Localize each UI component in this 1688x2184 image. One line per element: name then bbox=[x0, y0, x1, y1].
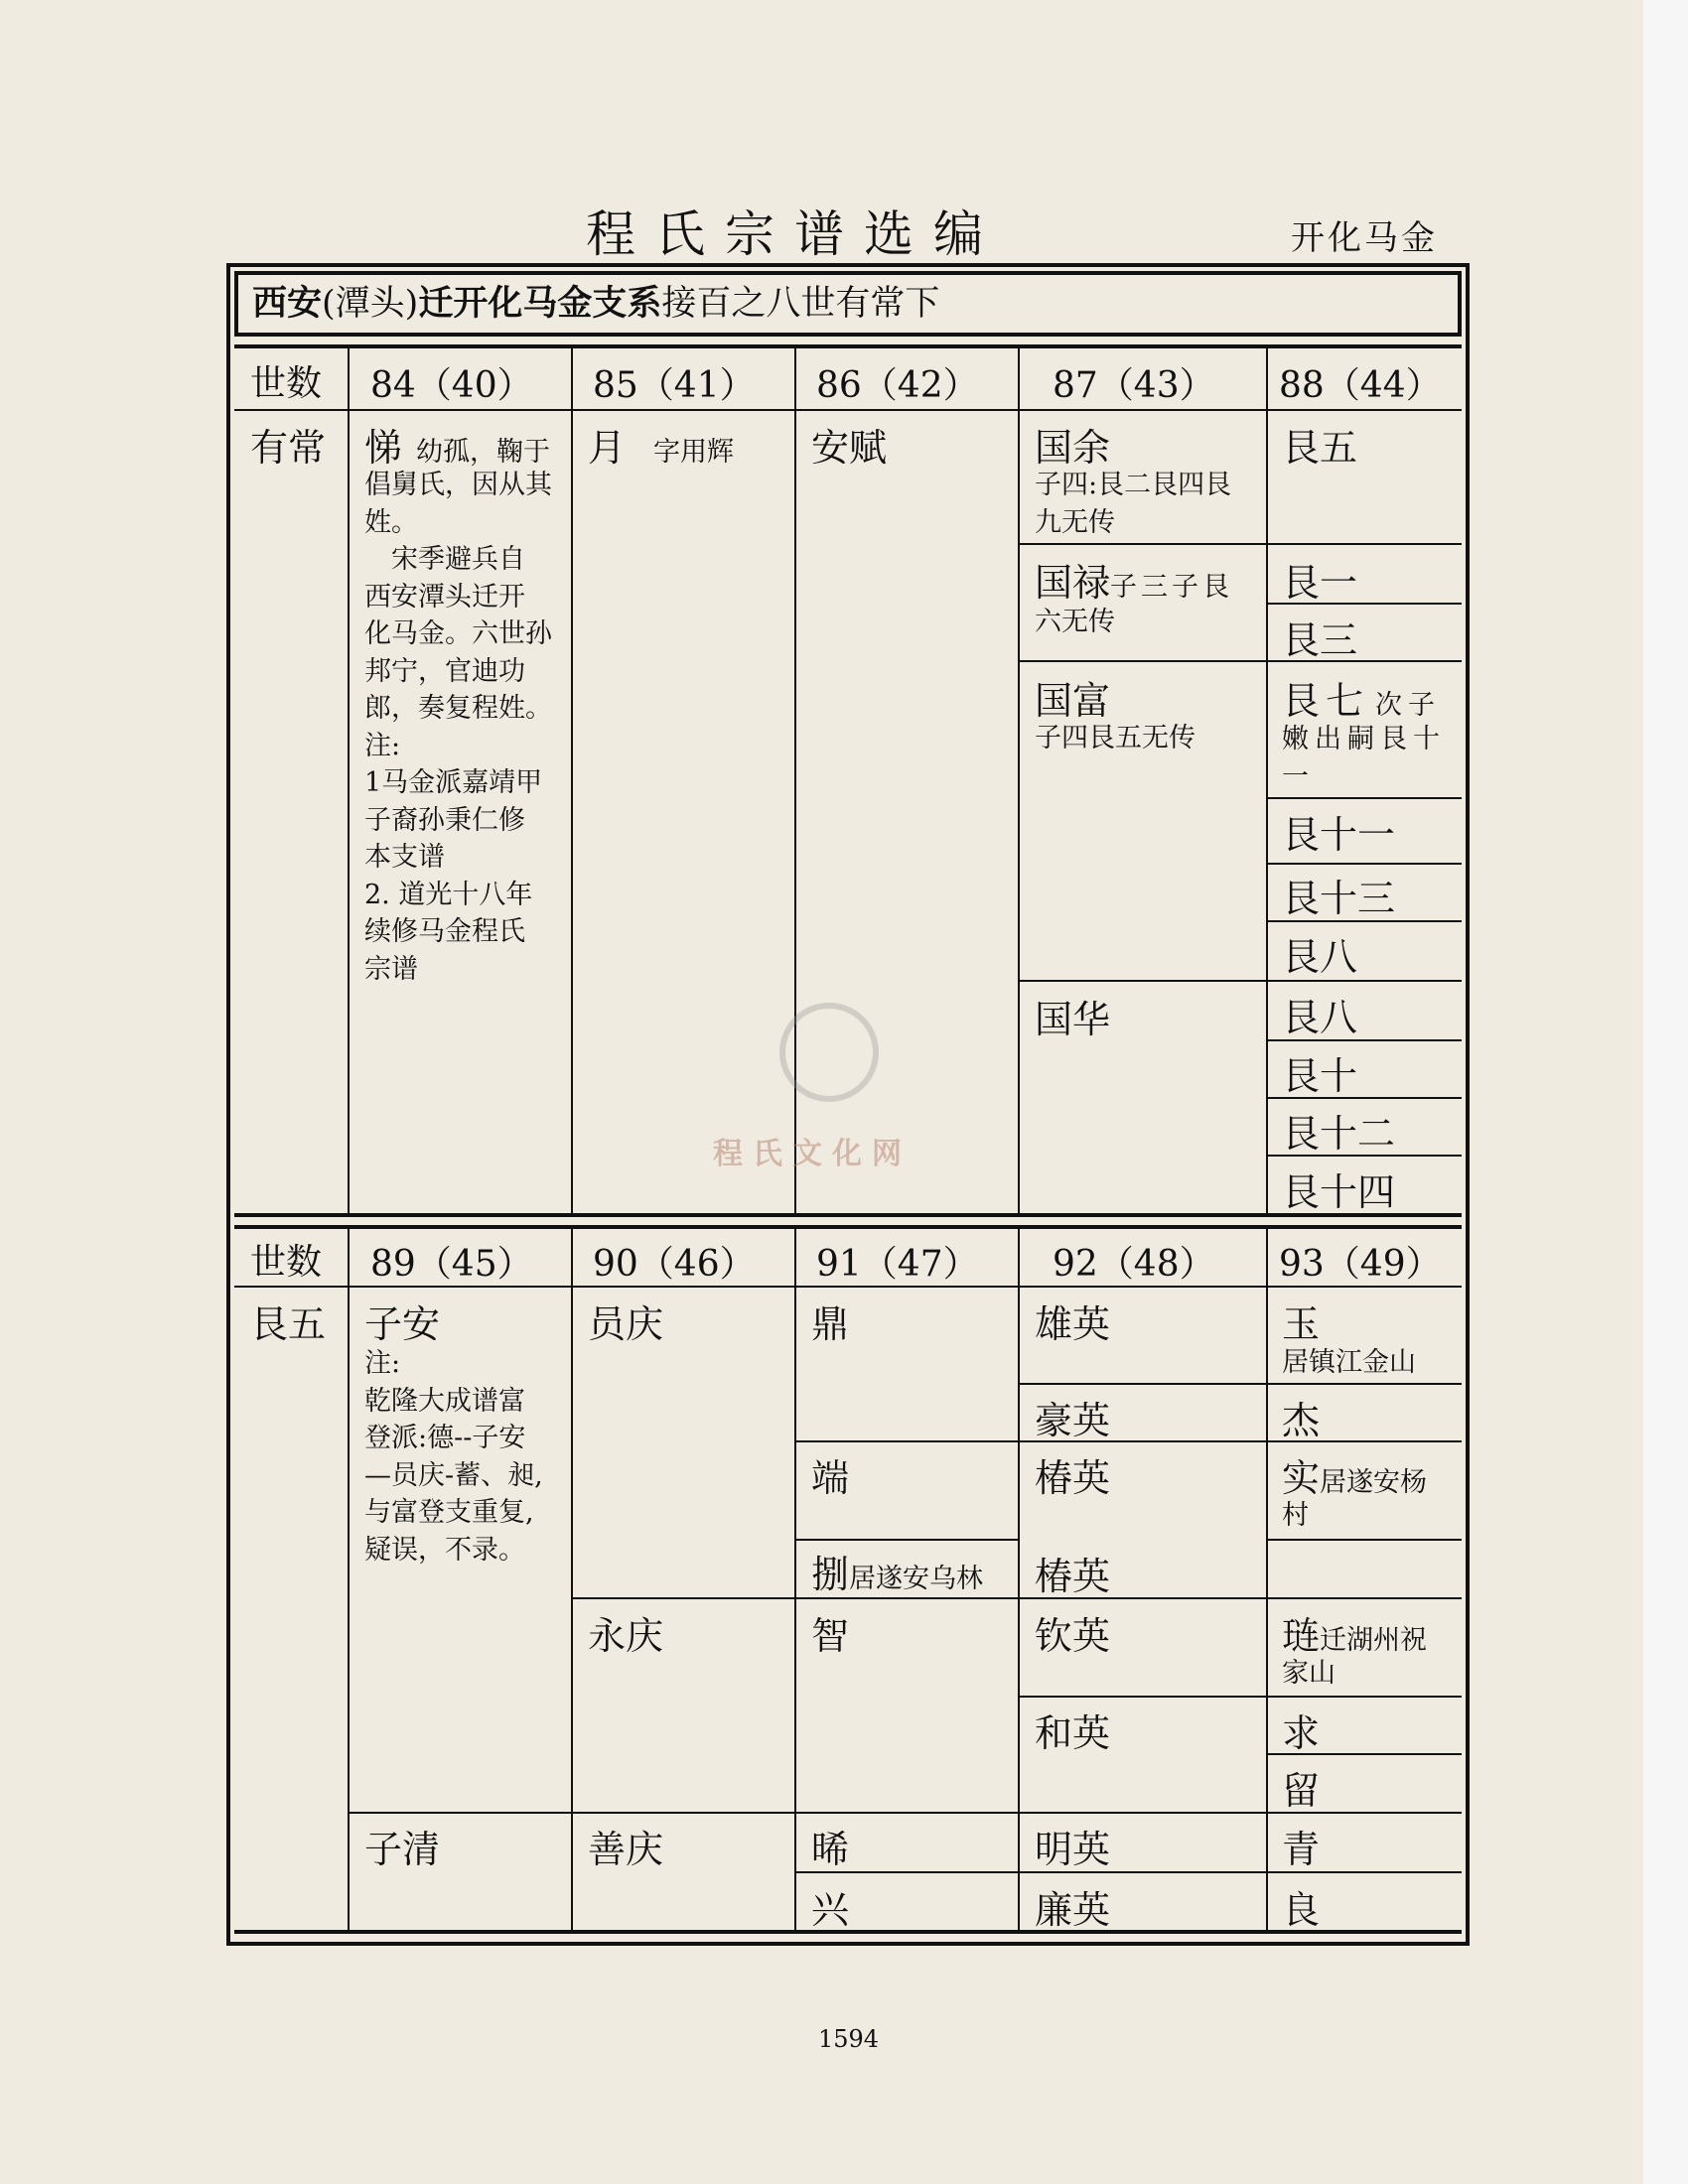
person-gen12: 艮十二 bbox=[1282, 1112, 1396, 1156]
guolu-note: 六无传 bbox=[1035, 607, 1115, 637]
gen-col-4: 92（48） bbox=[1053, 1244, 1215, 1285]
zian-note: 注: 乾隆大成谱富 登派:德--子安 —员庆-蓄、昶, 与富登支重复, 疑误，不录。 bbox=[364, 1348, 543, 1566]
gen-col-5: 93（49） bbox=[1279, 1244, 1442, 1285]
ancestor-name: 艮五 bbox=[250, 1302, 327, 1346]
person-name: 悌 bbox=[364, 426, 403, 470]
person-ba: 捌居遂安乌林 bbox=[811, 1553, 984, 1596]
person-duan: 端 bbox=[811, 1456, 850, 1500]
person-shi: 实居遂安杨 bbox=[1282, 1456, 1428, 1500]
banner-branch: 迁开化马金支系 bbox=[418, 283, 662, 324]
yu-note: 居镇江金山 bbox=[1282, 1347, 1416, 1378]
person-xiongying: 雄英 bbox=[1035, 1302, 1111, 1346]
ti-biography: 倡舅氏，因从其 姓。 宋季避兵自 西安潭头迁开 化马金。六世孙 邦宁，官迪功 郎，奏复程姓。 注: 1马金派嘉靖甲 子裔孙秉仁修 本支谱 2. 道光十八年 续修马金程氏 宗谱 bbox=[364, 470, 552, 985]
person-gen1: 艮一 bbox=[1282, 561, 1358, 605]
person-qinying: 钦英 bbox=[1035, 1614, 1111, 1658]
person-jie: 杰 bbox=[1282, 1399, 1321, 1442]
generation-header: 世数 bbox=[250, 363, 323, 404]
gen-col-3: 86（42） bbox=[816, 365, 979, 406]
person-yu: 玉 bbox=[1282, 1302, 1321, 1346]
guoyu-note: 子四:艮二艮四艮 九无传 bbox=[1035, 470, 1232, 538]
person-mingying: 明英 bbox=[1035, 1828, 1111, 1871]
lineage-banner bbox=[234, 271, 1462, 337]
gen-col-4: 87（43） bbox=[1053, 365, 1215, 406]
person-note: 字用辉 bbox=[653, 437, 735, 468]
guofu-note: 子四艮五无传 bbox=[1035, 723, 1196, 753]
person-xing: 兴 bbox=[811, 1888, 850, 1932]
person-anfu: 安赋 bbox=[811, 426, 888, 470]
person-gen8b: 艮八 bbox=[1282, 996, 1358, 1039]
person-chunying: 椿英 bbox=[1035, 1456, 1111, 1500]
watermark-seal-icon bbox=[779, 1003, 879, 1102]
person-yuanqing: 员庆 bbox=[588, 1302, 664, 1346]
gen-col-1: 84（40） bbox=[370, 365, 533, 406]
person-gen3: 艮三 bbox=[1282, 618, 1358, 662]
person-xi: 晞 bbox=[811, 1828, 850, 1871]
gen7-note: 嫩出嗣艮十 一 bbox=[1282, 724, 1446, 792]
lian-note: 家山 bbox=[1282, 1658, 1336, 1689]
person-liang: 良 bbox=[1282, 1888, 1321, 1932]
person-name: 月 bbox=[588, 426, 627, 470]
banner-place: 西安 bbox=[252, 283, 323, 324]
person-chunying-2: 椿英 bbox=[1035, 1555, 1111, 1598]
person-gen13: 艮十三 bbox=[1282, 877, 1396, 920]
ancestor-name: 有常 bbox=[250, 426, 327, 470]
person-yongqing: 永庆 bbox=[588, 1614, 664, 1658]
person-note: 幼孤，鞠于 bbox=[416, 437, 551, 468]
person-gen5: 艮五 bbox=[1282, 426, 1358, 470]
person-guolu: 国禄子三子艮 bbox=[1035, 561, 1234, 605]
gen-col-3: 91（47） bbox=[816, 1244, 979, 1285]
watermark-text: 程氏文化网 bbox=[713, 1137, 912, 1171]
person-qiu: 求 bbox=[1282, 1711, 1321, 1755]
person-gen7: 艮七 次子 bbox=[1282, 679, 1442, 723]
gen-col-1: 89（45） bbox=[370, 1244, 533, 1285]
person-qing: 青 bbox=[1282, 1828, 1321, 1871]
person-shanqing: 善庆 bbox=[588, 1828, 664, 1871]
person-ziqing: 子清 bbox=[364, 1828, 441, 1871]
person-guohua: 国华 bbox=[1035, 998, 1111, 1041]
person-guofu: 国富 bbox=[1035, 679, 1111, 723]
banner-paren: (潭头) bbox=[322, 284, 419, 324]
shi-note: 村 bbox=[1282, 1500, 1309, 1531]
person-gen8: 艮八 bbox=[1282, 935, 1358, 979]
person-yue bbox=[588, 417, 734, 472]
banner-note: 接百之八世有常下 bbox=[661, 284, 940, 324]
person-ti bbox=[364, 417, 550, 472]
person-liu: 留 bbox=[1282, 1769, 1321, 1813]
person-zhi: 智 bbox=[811, 1614, 850, 1658]
page-subtitle: 开化马金 bbox=[1291, 218, 1438, 258]
generation-header: 世数 bbox=[250, 1242, 323, 1283]
person-lian: 琏迁湖州祝 bbox=[1282, 1614, 1428, 1658]
page-title: 程氏宗谱选编 bbox=[586, 205, 1003, 263]
person-haoying: 豪英 bbox=[1035, 1399, 1111, 1442]
person-lianying: 廉英 bbox=[1035, 1888, 1111, 1932]
person-ding: 鼎 bbox=[811, 1302, 850, 1346]
gen-col-2: 90（46） bbox=[593, 1244, 756, 1285]
gen-col-2: 85（41） bbox=[593, 365, 756, 406]
person-gen10: 艮十 bbox=[1282, 1054, 1358, 1098]
person-gen11: 艮十一 bbox=[1282, 813, 1396, 857]
person-heying: 和英 bbox=[1035, 1711, 1111, 1755]
person-zian: 子安 bbox=[364, 1302, 441, 1346]
person-guoyu: 国余 bbox=[1035, 426, 1111, 470]
gen-col-5: 88（44） bbox=[1279, 365, 1442, 406]
page-number: 1594 bbox=[818, 2025, 880, 2053]
person-gen14: 艮十四 bbox=[1282, 1170, 1396, 1214]
